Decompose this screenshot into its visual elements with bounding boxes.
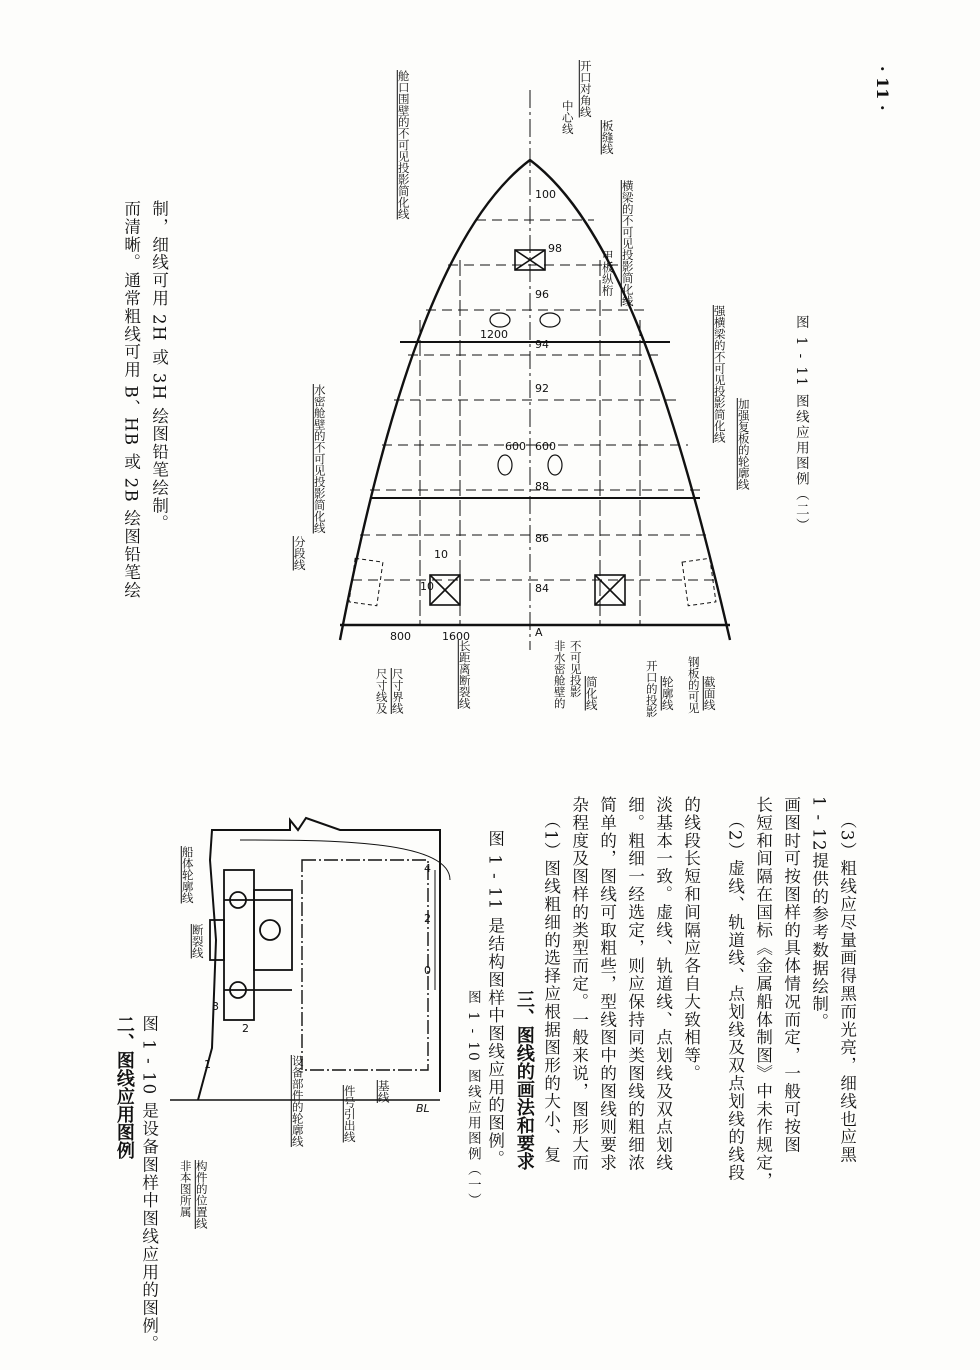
s3-line-7: （2）虚线、轨道线、点划线及双点划线的线段 xyxy=(725,812,745,1182)
label-opening-b: 轮廓线 xyxy=(660,676,675,711)
label-diagonal: 开口对角线 xyxy=(578,60,593,118)
label-long-break: 长距离断裂线 xyxy=(457,640,472,709)
mark-a: A xyxy=(535,626,543,639)
section2-intro: 图 1 - 10 是设备图样中图线应用的图例。 xyxy=(139,1015,159,1353)
label-beam: 横梁的不可见投影简化线 xyxy=(620,180,635,307)
s3-line-11: （3）粗线应尽量画得黑而光亮，细线也应黑 xyxy=(837,812,857,1164)
figure10-caption: 图 1 - 10 图线应用图例（一） xyxy=(464,990,481,1209)
label-part-leader: 件号引出线 xyxy=(342,1085,357,1143)
bl-mark: BL xyxy=(416,1102,430,1115)
frame-84: 84 xyxy=(535,582,549,595)
part-1: 1 xyxy=(204,1058,211,1071)
dim-1600: 1600 xyxy=(442,630,470,643)
label-opening-a: 开口的投影 xyxy=(644,660,659,718)
s3-line-6: 的线段长短和间隔应各自大致相等。 xyxy=(681,796,701,1083)
figure11-drawing xyxy=(330,80,750,660)
label-dim-a: 尺寸线及 xyxy=(374,668,389,714)
label-hatch-coaming: 舱口围壁的不可见投影简化线 xyxy=(396,70,411,220)
para-fig11: 图 1 - 11 是结构图样中图线应用的图例。 xyxy=(485,830,505,1168)
s3-line-1: （1）图线粗细的选择应根据图形的大小、复 xyxy=(541,812,561,1164)
axis-2: 2 xyxy=(424,912,431,925)
label-non-wt-b: 不可见投影 xyxy=(568,640,583,698)
label-plate-a: 钢板的可见 xyxy=(686,656,701,714)
frame-96: 96 xyxy=(535,288,549,301)
label-base-line: 基线 xyxy=(376,1080,391,1103)
label-non-wt-c: 简化线 xyxy=(584,676,599,711)
frame-92: 92 xyxy=(535,382,549,395)
label-non-part-a: 非本图所属 xyxy=(178,1160,193,1218)
dim-600-b: 600 xyxy=(535,440,556,453)
dim-10-b: 10 xyxy=(434,548,448,561)
label-strong-beam: 强横梁的不可见投影简化线 xyxy=(712,305,727,443)
label-hull-outline: 船体轮廓线 xyxy=(180,846,195,904)
label-centerline: 中心线 xyxy=(560,100,575,135)
equipment-outline xyxy=(302,860,428,1070)
label-break-line: 断裂线 xyxy=(190,924,205,959)
label-equip-outline: 设备部件的轮廓线 xyxy=(290,1055,305,1147)
machinery-outline xyxy=(210,870,292,1020)
frame-lines xyxy=(352,220,718,580)
label-non-wt-a: 非水密舱壁的 xyxy=(552,640,567,709)
label-seam: 板缝线 xyxy=(600,120,615,155)
label-dim-b: 尺寸界线 xyxy=(390,668,405,714)
label-wt-bulkhead: 水密舱壁的不可见投影简化线 xyxy=(312,384,327,534)
s3-line-3: 简单的，图线可取粗些，型线图中的图线则要求 xyxy=(597,796,617,1172)
frame-94: 94 xyxy=(535,338,549,351)
continued-line-1: 而清晰。通常粗线可用 B、HB 或 2B 绘图铅笔绘 xyxy=(121,200,141,600)
page-number: · 11 · xyxy=(873,66,892,111)
frame-86: 86 xyxy=(535,532,549,545)
dim-800: 800 xyxy=(390,630,411,643)
s3-line-2: 杂程度及图样的类型而定。一般来说，图形大而 xyxy=(569,796,589,1172)
axis-0: 0 xyxy=(424,964,431,977)
dim-1200: 1200 xyxy=(480,328,508,341)
s3-line-9: 画图时可按图样的具体情况而定，一般可按图 xyxy=(781,796,801,1154)
s3-line-5: 淡基本一致。虚线、轨道线、点划线及双点划线 xyxy=(653,796,673,1172)
doubler-plates xyxy=(349,558,716,605)
label-girder: 甲板纵桁 xyxy=(600,250,615,296)
axis-4: 4 xyxy=(424,862,431,875)
openings xyxy=(430,250,625,605)
figure11-caption: 图 1 - 11 图线应用图例（二） xyxy=(792,315,809,534)
s3-line-8: 长短和间隔在国标《金属船体制图》中未作规定， xyxy=(753,796,773,1190)
section2-heading: 二、图线应用图例 xyxy=(113,1015,135,1159)
dim-600-a: 600 xyxy=(505,440,526,453)
frame-88: 88 xyxy=(535,480,549,493)
part-2: 2 xyxy=(242,1022,249,1035)
dim-10-a: 10 xyxy=(420,580,434,593)
part-3: 3 xyxy=(212,1000,219,1013)
label-doubler: 加强复板的轮廓线 xyxy=(736,398,751,490)
section3-heading: 三、图线的画法和要求 xyxy=(513,990,535,1170)
frame-98: 98 xyxy=(548,242,562,255)
continued-line-2: 制，细线可用 2H 或 3H 绘图铅笔绘制。 xyxy=(149,200,169,533)
label-non-part-b: 构件的位置线 xyxy=(194,1160,209,1229)
frame-100: 100 xyxy=(535,188,556,201)
label-plate-b: 截面线 xyxy=(702,676,717,711)
label-segment-line: 分段线 xyxy=(292,536,307,571)
s3-line-10: 1 - 12提供的参考数据绘制。 xyxy=(809,796,829,1031)
s3-line-4: 细。粗细一经选定，则应保持同类图线的粗细浓 xyxy=(625,796,645,1172)
